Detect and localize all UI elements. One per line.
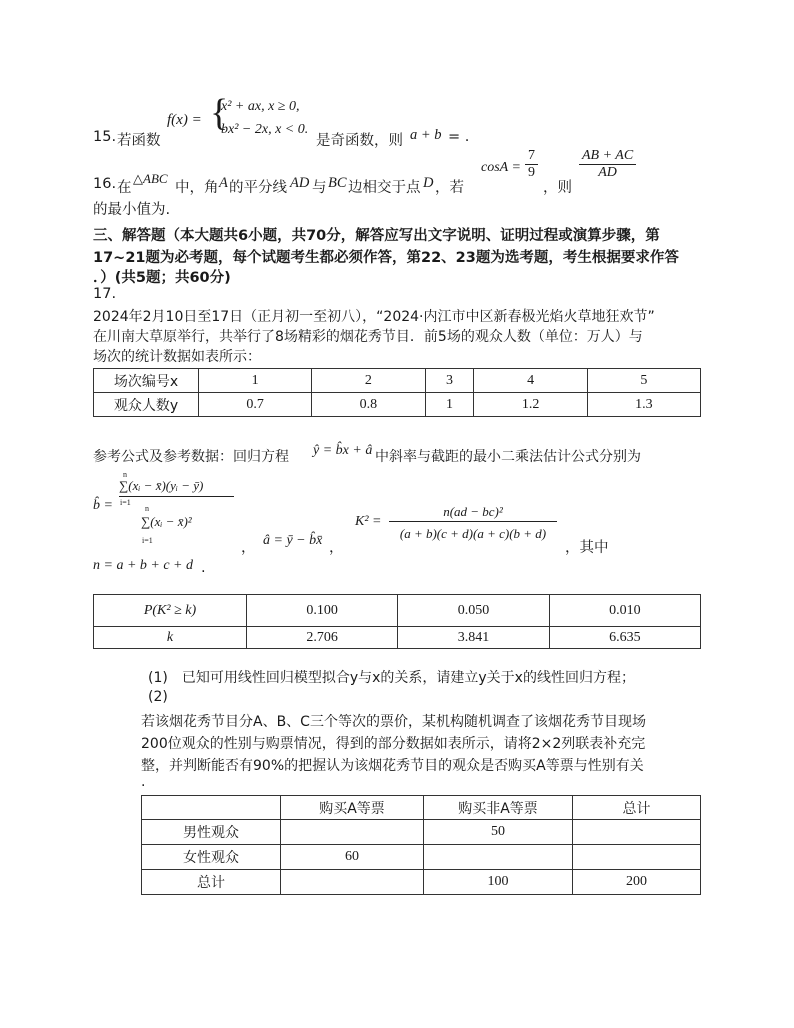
sum-top-1: n: [123, 470, 127, 479]
sum-top-2: n: [145, 504, 149, 513]
table-row: [142, 845, 701, 870]
q16-text4: 边相交于点: [348, 180, 421, 196]
section3-line3: ．）(共5题；共60分): [93, 270, 231, 286]
cell-male-label: 男性观众: [142, 820, 281, 845]
q17-part2-number: (2): [148, 689, 168, 705]
q15-brace: {: [210, 92, 229, 134]
b-hat-numerator: ∑(xᵢ − x̄)(yᵢ − ȳ): [119, 478, 234, 497]
cell-x-2: 2: [312, 369, 425, 393]
k2-label: K² =: [355, 514, 382, 529]
q16-text1: 中，角: [175, 180, 219, 196]
ref-text: 参考公式及参考数据：回归方程: [93, 449, 289, 465]
cell-y-1: 0.7: [199, 393, 312, 417]
q15-lead: 若函数: [117, 133, 161, 149]
cell-total-non-a: 100: [424, 870, 573, 895]
q15-expr: a + b: [410, 127, 442, 143]
q16-BC: BC: [328, 175, 347, 191]
q15-mid: 是奇函数，则: [316, 133, 403, 149]
cell-p-1: 0.100: [247, 595, 398, 627]
q15-case1: x² + ax, x ≥ 0,: [221, 99, 300, 114]
q16: [93, 148, 713, 218]
cell-x-1: 1: [199, 369, 312, 393]
header-total: 总计: [573, 796, 701, 820]
sum-bottom-1: i=1: [120, 498, 131, 507]
q16-text3: 与: [312, 180, 327, 196]
cell-y-5: 1.3: [587, 393, 700, 417]
header-buy-a: 购买A等票: [281, 796, 424, 820]
cell-male-a: [281, 820, 424, 845]
cell-total-a: [281, 870, 424, 895]
section3-line2: 17~21题为必考题，每个试题考生都必须作答，第22、23题为选考题，考生根据要求作答: [93, 250, 679, 266]
n-equation: n = a + b + c + d: [93, 558, 194, 573]
row-label-session: 场次编号x: [94, 369, 199, 393]
sum-bottom-2: i=1: [142, 536, 153, 545]
cell-y-4: 1.2: [474, 393, 587, 417]
q16-cos: cosA =: [481, 160, 521, 175]
q16-cos-den: 9: [528, 165, 535, 180]
cell-k-1: 2.706: [247, 627, 398, 649]
q16-fraction: [579, 148, 636, 181]
q16-number: 16.: [93, 176, 117, 192]
row-label-audience: 观众人数y: [94, 393, 199, 417]
table-critical-values: [93, 594, 701, 649]
cell-male-total: [573, 820, 701, 845]
table-session-audience: [93, 368, 701, 417]
a-hat-formula: â = ȳ − b̂x̄: [263, 533, 323, 548]
q17-paragraph-1: 2024年2月10日至17日（正月初一至初八），“2024·内江市中区新春极光焰火草地狂欢节”: [93, 309, 655, 325]
q17-part2-line3: 整，并判断能否有90%的把握认为该烟花秀节目的观众是否购买A等票与性别有关: [141, 758, 644, 774]
q15-tail: = .: [448, 129, 470, 145]
where-text: ，其中: [565, 540, 609, 556]
ref-text2: 中斜率与截距的最小二乘法估计公式分别为: [375, 449, 641, 465]
k2-denominator: (a + b)(c + d)(a + c)(b + d): [399, 526, 547, 541]
q17-part2-line4: .: [141, 774, 146, 790]
cell-male-non-a: 50: [424, 820, 573, 845]
table-row: [94, 393, 701, 417]
q15-function: f(x) =: [167, 112, 202, 128]
b-hat-label: b̂ =: [93, 498, 113, 513]
q16-cos-fraction: [525, 148, 538, 181]
q16-text5: ，若: [435, 180, 464, 196]
q17-part2-line1: 若该烟花秀节目分A、B、C三个等次的票价，某机构随机调查了该烟花秀节目现场: [141, 714, 646, 730]
cell-female-label: 女性观众: [142, 845, 281, 870]
cell-female-non-a: [424, 845, 573, 870]
cell-x-5: 5: [587, 369, 700, 393]
header-buy-non-a: 购买非A等票: [424, 796, 573, 820]
cell-p-3: 0.010: [549, 595, 700, 627]
cell-k-3: 6.635: [549, 627, 700, 649]
reference-formulas: [93, 440, 713, 580]
q15-case2: bx² − 2x, x < 0.: [221, 122, 309, 137]
k2-numerator: n(ad − bc)²: [389, 504, 557, 522]
q17-number: 17.: [93, 286, 117, 302]
q16-text6: ，则: [543, 180, 572, 196]
q17-paragraph-3: 场次的统计数据如表所示：: [93, 349, 261, 365]
q16-line2: 的最小值为.: [93, 202, 171, 218]
cell-female-a: 60: [281, 845, 424, 870]
q15-number: 15.: [93, 129, 117, 145]
section3-line1: 三、解答题（本大题共6小题，共70分，解答应写出文字说明、证明过程或演算步骤，第: [93, 228, 660, 244]
cell-x-3: 3: [425, 369, 474, 393]
cell-grand-total: 200: [573, 870, 701, 895]
cell-p-2: 0.050: [398, 595, 549, 627]
cell-total-label: 总计: [142, 870, 281, 895]
q15: [93, 92, 693, 149]
q16-triangle: △ABC: [133, 171, 168, 186]
comma-1: ，: [241, 540, 256, 556]
q16-cos-num: 7: [525, 148, 538, 165]
cell-k-2: 3.841: [398, 627, 549, 649]
n-period: .: [201, 560, 206, 576]
table-contingency: [141, 795, 701, 895]
ref-equation: ŷ = b̂x + â: [313, 443, 373, 458]
q16-lead: 在: [117, 180, 132, 196]
q16-AD: AD: [290, 175, 310, 191]
header-empty: [142, 796, 281, 820]
q16-frac-num: AB + AC: [579, 148, 636, 165]
table-row: [142, 820, 701, 845]
q17-part2-line2: 200位观众的性别与购票情况，得到的部分数据如表所示，请将2×2列联表补充完: [141, 736, 646, 752]
cell-y-2: 0.8: [312, 393, 425, 417]
table-row: [94, 627, 701, 649]
cell-y-3: 1: [425, 393, 474, 417]
q16-D: D: [423, 175, 434, 191]
q16-A: A: [219, 175, 228, 191]
q16-frac-den: AD: [598, 165, 617, 180]
table-row: [94, 369, 701, 393]
cell-female-total: [573, 845, 701, 870]
table-row: [142, 796, 701, 820]
table-row: [142, 870, 701, 895]
row-label-k: k: [94, 627, 247, 649]
table-row: [94, 595, 701, 627]
q17-paragraph-2: 在川南大草原举行，共举行了8场精彩的烟花秀节目．前5场的观众人数（单位：万人）与: [93, 329, 643, 345]
q16-text2: 的平分线: [229, 180, 287, 196]
row-label-probability: P(K² ≥ k): [94, 595, 247, 627]
q17-part1: (1) 已知可用线性回归模型拟合y与x的关系，请建立y关于x的线性回归方程；: [148, 670, 635, 686]
cell-x-4: 4: [474, 369, 587, 393]
comma-2: ，: [329, 540, 344, 556]
b-hat-denominator: ∑(xᵢ − x̄)²: [141, 514, 192, 529]
